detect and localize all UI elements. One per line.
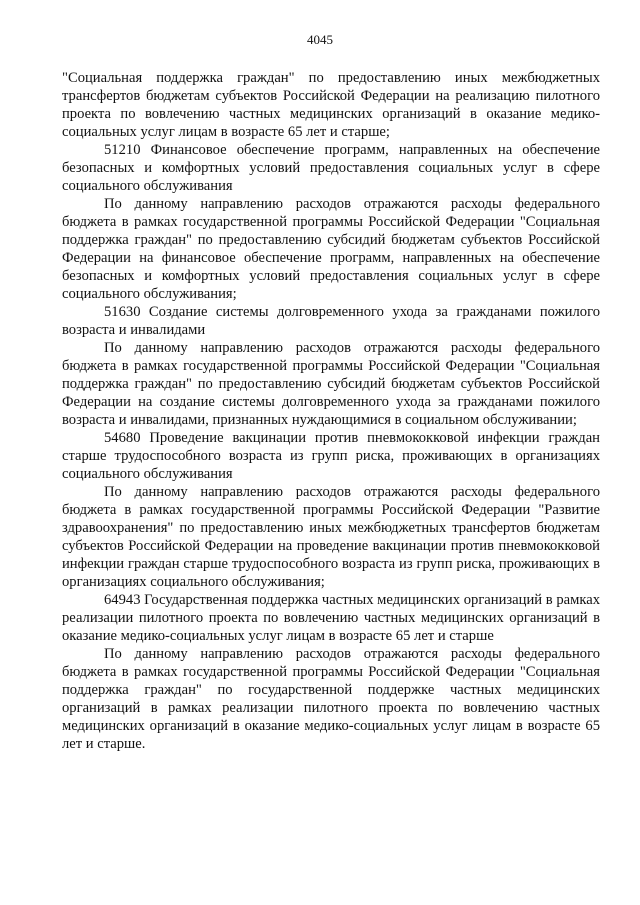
paragraph-heading-51630: 51630 Создание системы долговременного ухода за гражданами пожилого возраста и инвалидами: [62, 304, 600, 338]
paragraph-heading-64943: 64943 Государственная поддержка частных медицинских организаций в рамках реализации пилотного проекта по вовлечению частных медицинских организаций в оказание медико-социальных услуг лицам в возрасте 65 лет и старше: [62, 592, 600, 644]
paragraph-description-54680: По данному направлению расходов отражаются расходы федерального бюджета в рамках государственной программы Российской Федерации "Развитие здравоохранения" по предоставлению иных межбюджетных трансфертов бюджетам субъектов Российской Федерации на проведение вакцинации против пневмококковой инфекции граждан старше трудоспособного возраста из групп риска, проживающих в организациях социального обслуживания;: [62, 484, 600, 590]
paragraph-continuation: "Социальная поддержка граждан" по предоставлению иных межбюджетных трансфертов бюджетам субъектов Российской Федерации на реализацию пилотного проекта по вовлечению частных медицинских организаций в оказание медико-социальных услуг лицам в возрасте 65 лет и старше;: [62, 70, 600, 140]
paragraph-heading-51210: 51210 Финансовое обеспечение программ, направленных на обеспечение безопасных и комфортных условий предоставления социальных услуг в сфере социального обслуживания: [62, 142, 600, 194]
paragraph-description-64943: По данному направлению расходов отражаются расходы федерального бюджета в рамках государственной программы Российской Федерации "Социальная поддержка граждан" по государственной поддержке частных медицинских организаций в рамках реализации пилотного проекта по вовлечению частных медицинских организаций в оказание медико-социальных услуг лицам в возрасте 65 лет и старше.: [62, 646, 600, 752]
paragraph-heading-54680: 54680 Проведение вакцинации против пневмококковой инфекции граждан старше трудоспособного возраста из групп риска, проживающих в организациях социального обслуживания: [62, 430, 600, 482]
page-number: 4045: [307, 32, 333, 47]
document-body: [62, 69, 600, 753]
paragraph-description-51630: По данному направлению расходов отражаются расходы федерального бюджета в рамках государственной программы Российской Федерации "Социальная поддержка граждан" по предоставлению субсидий бюджетам субъектов Российской Федерации на создание системы долговременного ухода за гражданами пожилого возраста и инвалидами, признанных нуждающимися в социальном обслуживании;: [62, 340, 600, 428]
paragraph-description-51210: По данному направлению расходов отражаются расходы федерального бюджета в рамках государственной программы Российской Федерации "Социальная поддержка граждан" по предоставлению субсидий бюджетам субъектов Российской Федерации на финансовое обеспечение программ, направленных на обеспечение безопасных и комфортных условий предоставления социальных услуг в сфере социального обслуживания;: [62, 196, 600, 302]
